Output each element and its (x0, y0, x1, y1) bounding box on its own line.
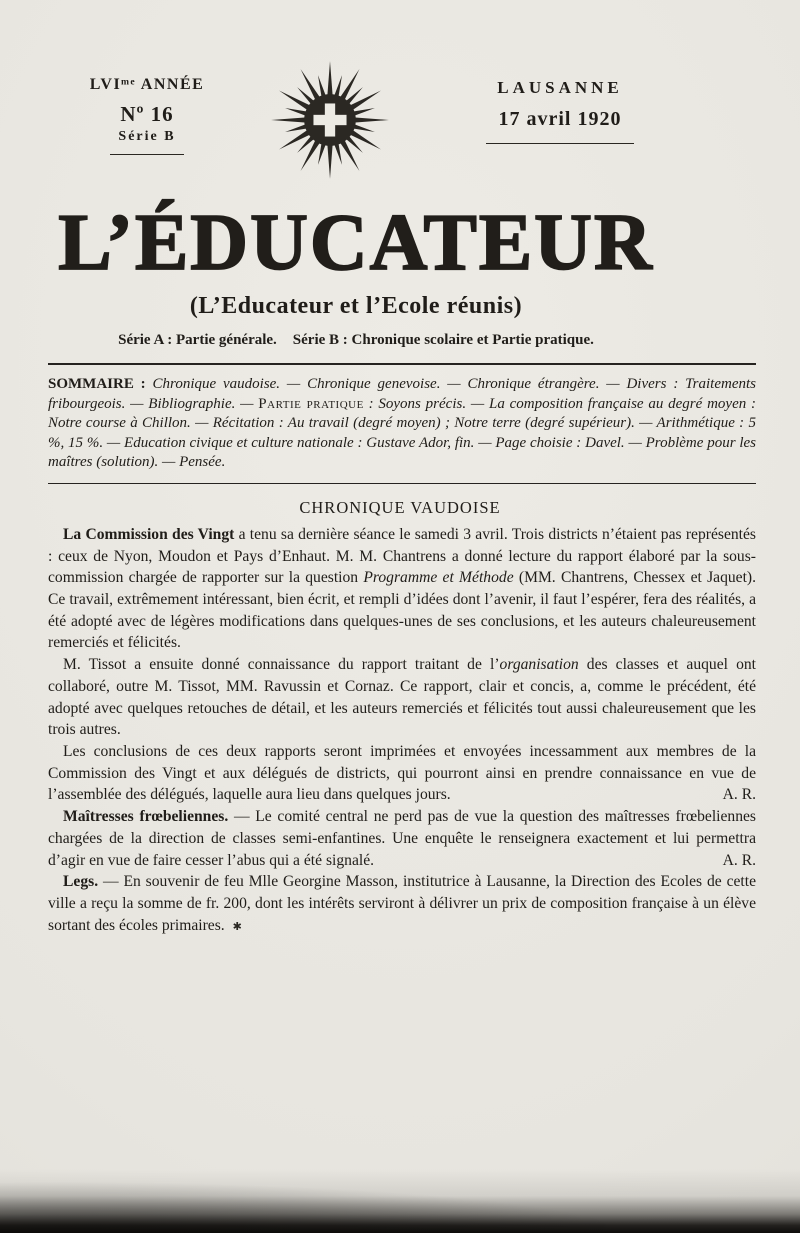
issue-rule (110, 154, 184, 155)
series-a-note: Série A : Partie générale. (118, 332, 277, 348)
signature-initials: A. R. (722, 786, 756, 804)
place-date (450, 62, 670, 144)
paragraph-legs (48, 871, 756, 938)
italic-phrase: Programme et Méthode (363, 569, 514, 587)
sommaire-block (48, 375, 756, 473)
issue-info (62, 62, 232, 155)
article-chronique-vaudoise (0, 498, 800, 938)
paragraph-lead: Maîtresses frœbeliennes. (63, 808, 229, 826)
series-label: Série B (118, 129, 176, 144)
paragraph-tissot (48, 654, 756, 741)
swiss-cross-sunburst-icon (268, 58, 392, 187)
paragraph-lead: Legs. (63, 873, 99, 891)
paragraph-text: des classes et auquel ont collaboré, outre M. Tissot, MM. Ravussin et Cornaz. Ce rapport, clair et concis, a, comme le précédent, été adopté avec quelques retouches de détail, et les auteurs remerciés et félicités tout aussi chaleureusement que les trois autres. (48, 656, 756, 739)
ornament-mark: ✱ (232, 920, 242, 933)
paragraph-commission (48, 524, 756, 654)
sommaire-partie-pratique: Partie pratique (258, 395, 364, 412)
journal-subtitle: (L’Educateur et l’Ecole réunis) (189, 293, 523, 319)
mid-rule (48, 483, 756, 484)
signature-initials: A. R. (722, 851, 756, 869)
paragraph-maitresses (48, 806, 756, 871)
paragraph-lead: La Commission des Vingt (63, 525, 235, 543)
paragraph-text: M. Tissot a ensuite donné connaissance du rapport traitant de l’ (63, 656, 500, 674)
city-name: LAUSANNE (497, 78, 623, 97)
issue-date: 17 avril 1920 (498, 108, 622, 130)
paragraph-conclusions (48, 741, 756, 806)
masthead-header (0, 0, 800, 187)
masthead-center (26, 199, 686, 349)
scan-shadow (0, 1169, 800, 1233)
top-rule (48, 363, 756, 365)
journal-title: L’ÉDUCATEUR (58, 199, 654, 287)
issue-number: Nº 16 (120, 102, 174, 126)
series-note (26, 332, 686, 349)
paragraph-text: — Le comité central ne perd pas de vue la question des maîtresses frœbeliennes chargées de la direction de classes semi-enfantines. Une enquête le renseignera exactement et lui permettra d’agir en vue de faire cesser l’abus qui a été signalé. (48, 808, 756, 869)
italic-phrase: organisation (499, 656, 579, 674)
series-b-note: Série B : Chronique scolaire et Partie pratique. (292, 332, 594, 348)
sommaire-label: SOMMAIRE : (48, 376, 153, 392)
section-heading: CHRONIQUE VAUDOISE (299, 497, 501, 517)
sommaire-text-1: Chronique vaudoise. — Chronique genevoise. — Chronique étrangère. — Divers : Traitements fribourgeois. — Bibliographie. — (48, 376, 757, 412)
paragraph-text: a tenu sa dernière séance le samedi 3 avril. Trois districts n’étaient pas représentés : ceux de Nyon, Moudon et Pays d’Enhaut. M. M. Chantrens a donné lecture du rapport élaboré par la sous-commission chargée de rapporter sur la question (48, 525, 756, 587)
date-rule (486, 143, 634, 144)
paragraph-text: Les conclusions de ces deux rapports seront imprimées et envoyées incessamment aux membres de la Commission des Vingt et aux délégués de districts, qui pourront ainsi en prendre connaissance en vue de l’assemblée des délégués, laquelle aura lieu dans quelques jours. (48, 743, 756, 804)
paragraph-text: (MM. Chantrens, Chessex et Jaquet). Ce travail, extrêmement intéressant, bien écrit, et rempli d’idées dont l’avenir, il faut l’espérer, fera des réalités, a été adopté avec de légères modifications dans quelques-unes de ses conclusions, et les auteurs chaleureusement remerciés et félicités. (48, 569, 757, 652)
sommaire-text-2: : Soyons précis. — La composition française au degré moyen : Notre course à Chillon. — Récitation : Au travail (degré moyen) ; Notre terre (degré supérieur). — Arithmétique : 5 %, 15 %. — Education civique et culture nationale : Gustave Ador, fin. — Page choisie : Davel. — Problème pour les maîtres (solution). — Pensée. (48, 395, 757, 471)
paragraph-text: — En souvenir de feu Mlle Georgine Masson, institutrice à Lausanne, la Direction des Ecoles de cette ville a reçu la somme de fr. 200, dont les intérêts serviront à délivrer un prix de composition française à un élève sortant des écoles primaires. (48, 873, 756, 934)
volume-year: LVIᵐᵉ ANNÉE (89, 76, 205, 93)
